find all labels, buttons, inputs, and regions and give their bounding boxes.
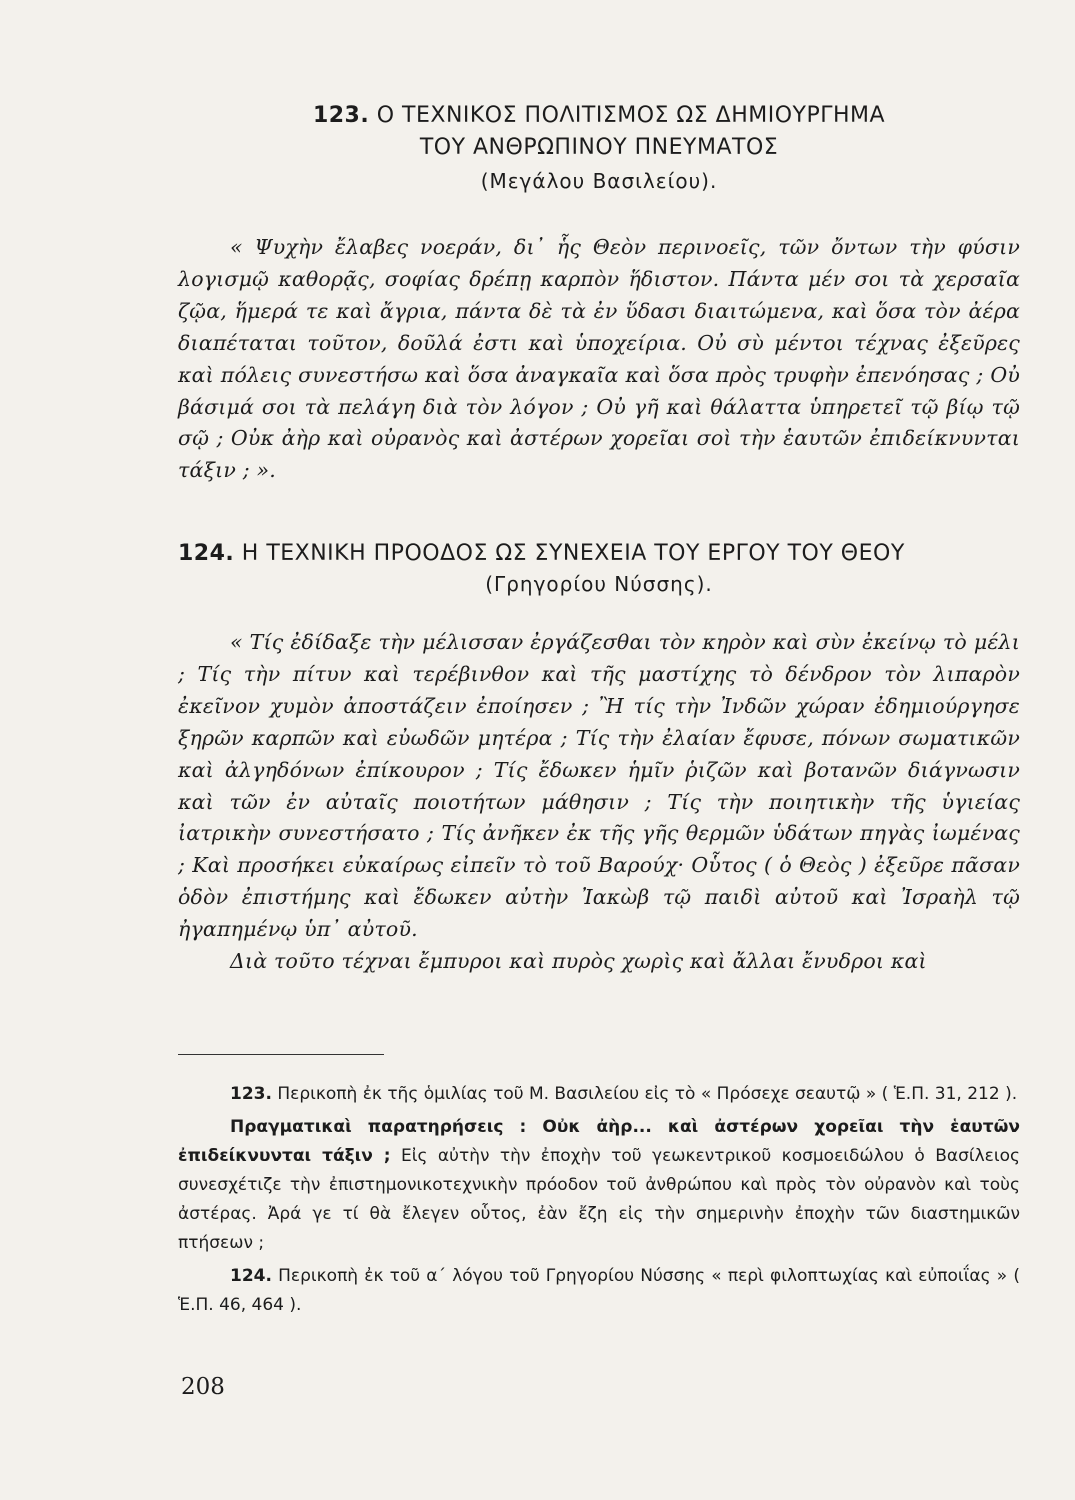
section-123-title-line1: Ο ΤΕΧΝΙΚΟΣ ΠΟΛΙΤΙΣΜΟΣ ΩΣ ΔΗΜΙΟΥΡΓΗΜΑ (376, 103, 886, 128)
section-123-title-line2: ΤΟΥ ΑΝΘΡΩΠΙΝΟΥ ΠΝΕΥΜΑΤΟΣ (419, 134, 779, 160)
section-123-heading (178, 100, 1020, 193)
section-123-body (178, 232, 1020, 487)
footnote-divider (178, 1054, 384, 1055)
section-123-title (178, 100, 1020, 164)
section-124-paragraph-1: « Τίς ἐδίδαξε τὴν μέλισσαν ἐργάζεσθαι τὸν κηρὸν καὶ σὺν ἐκείνῳ τὸ μέλι ; Τίς τὴν πίτυν καὶ τερέβινθον καὶ τῆς μαστίχης τὸ δένδρον τὸν λιπαρὸν ἐκεῖνον χυμὸν ἀποστάζειν ἐποίησεν ; Ἢ τίς τὴν Ἰνδῶν χώραν ἐδημιούργησε ξηρῶν καρπῶν καὶ εὐωδῶν μητέρα ; Τίς τὴν ἐλαίαν ἔφυσε, πόνων σωματικῶν καὶ ἀλγηδόνων ἐπίκουρον ; Τίς ἔδωκεν ἡμῖν ῥιζῶν καὶ βοτανῶν διάγνωσιν καὶ τῶν ἐν αὐταῖς ποιοτήτων μάθησιν ; Τίς τὴν ποιητικὴν τῆς ὑγιείας ἰατρικὴν συνεστήσατο ; Τίς ἀνῆκεν ἐκ τῆς γῆς θερμῶν ὑδάτων πηγὰς ἰωμένας ; Καὶ προσήκει εὐκαίρως εἰπεῖν τὸ τοῦ Βαρούχ· Οὗτος ( ὁ Θεὸς ) ἐξεῦρε πᾶσαν ὁδὸν ἐπιστήμης καὶ ἔδωκεν αὐτὴν Ἰακὼβ τῷ παιδὶ αὐτοῦ καὶ Ἰσραὴλ τῷ ἠγαπημένῳ ὑπ᾿ αὐτοῦ. (178, 630, 1020, 942)
footnote-123-text: Περικοπὴ ἐκ τῆς ὁμιλίας τοῦ Μ. Βασιλείου εἰς τὸ « Πρόσεχε σεαυτῷ » ( Ἑ.Π. 31, 212 ). (277, 1084, 1018, 1104)
footnotes (178, 1080, 1020, 1324)
footnote-observations (178, 1113, 1020, 1258)
footnote-123-number: 123. (230, 1084, 272, 1104)
section-124-attribution: (Γρηγορίου Νύσσης). (485, 571, 713, 596)
section-123-number: 123. (312, 103, 370, 128)
observations-text: Εἰς αὐτὴν τὴν ἐποχὴν τοῦ γεωκεντρικοῦ κοσμοειδώλου ὁ Βασίλειος συνεσχέτιζε τὴν ἐπιστημονικοτεχνικὴν πρόοδον τοῦ ἀνθρώπου καὶ πρὸς τὸν οὐρανὸν καὶ τοὺς ἀστέρας. Ἀρά γε τί θὰ ἔλεγεν οὗτος, ἐὰν ἔζη εἰς τὴν σημερινὴν ἐποχὴν τῶν διαστημικῶν πτήσεων ; (178, 1146, 1020, 1253)
section-124-heading (178, 538, 1020, 596)
observations-label: Πραγματικαὶ παρατηρήσεις : Οὐκ ἀὴρ... καὶ ἀστέρων χορεῖαι τὴν ἑαυτῶν ἐπιδείκνυνται τάξιν ; (178, 1117, 1020, 1166)
footnote-123 (178, 1080, 1020, 1109)
section-123-paragraph: « Ψυχὴν ἔλαβες νοεράν, δι᾿ ἧς Θεὸν περινοεῖς, τῶν ὄντων τὴν φύσιν λογισμῷ καθορᾷς, σοφίας δρέπῃ καρπὸν ἥδιστον. Πάντα μέν σοι τὰ χερσαῖα ζῷα, ἥμερά τε καὶ ἄγρια, πάντα δὲ τὰ ἐν ὕδασι διαιτώμενα, καὶ ὅσα τὸν ἀέρα διαπέταται τοῦτον, δοῦλά ἐστι καὶ ὑποχείρια. Οὐ σὺ μέντοι τέχνας ἐξεῦρες καὶ πόλεις συνεστήσω καὶ ὅσα ἀναγκαῖα καὶ ὅσα πρὸς τρυφὴν ἐπενόησας ; Οὐ βάσιμά σοι τὰ πελάγη διὰ τὸν λόγον ; Οὐ γῆ καὶ θάλαττα ὑπηρετεῖ τῷ βίῳ τῷ σῷ ; Οὐκ ἀὴρ καὶ οὐρανὸς καὶ ἀστέρων χορεῖαι σοὶ τὴν ἑαυτῶν ἐπιδείκνυνται τάξιν ; ». (178, 235, 1020, 483)
footnote-124-number: 124. (230, 1266, 272, 1286)
section-124-title (178, 538, 1020, 570)
section-123-attribution: (Μεγάλου Βασιλείου). (480, 168, 718, 193)
section-124-paragraph-2: Διὰ τοῦτο τέχναι ἔμπυροι καὶ πυρὸς χωρὶς καὶ ἄλλαι ἔνυδροι καὶ (230, 949, 927, 974)
section-124-number: 124. (178, 541, 235, 566)
section-124-body (178, 627, 1020, 978)
footnote-124 (178, 1262, 1020, 1320)
page-number: 208 (181, 1374, 225, 1400)
section-124-title-text: Η ΤΕΧΝΙΚΗ ΠΡΟΟΔΟΣ ΩΣ ΣΥΝΕΧΕΙΑ ΤΟΥ ΕΡΓΟΥ ΤΟΥ ΘΕΟΥ (241, 541, 905, 566)
footnote-124-text: Περικοπὴ ἐκ τοῦ α´ λόγου τοῦ Γρηγορίου Νύσσης « περὶ φιλοπτωχίας καὶ εὐποιΐας » ( Ἑ.Π. 46, 464 ). (178, 1266, 1021, 1315)
